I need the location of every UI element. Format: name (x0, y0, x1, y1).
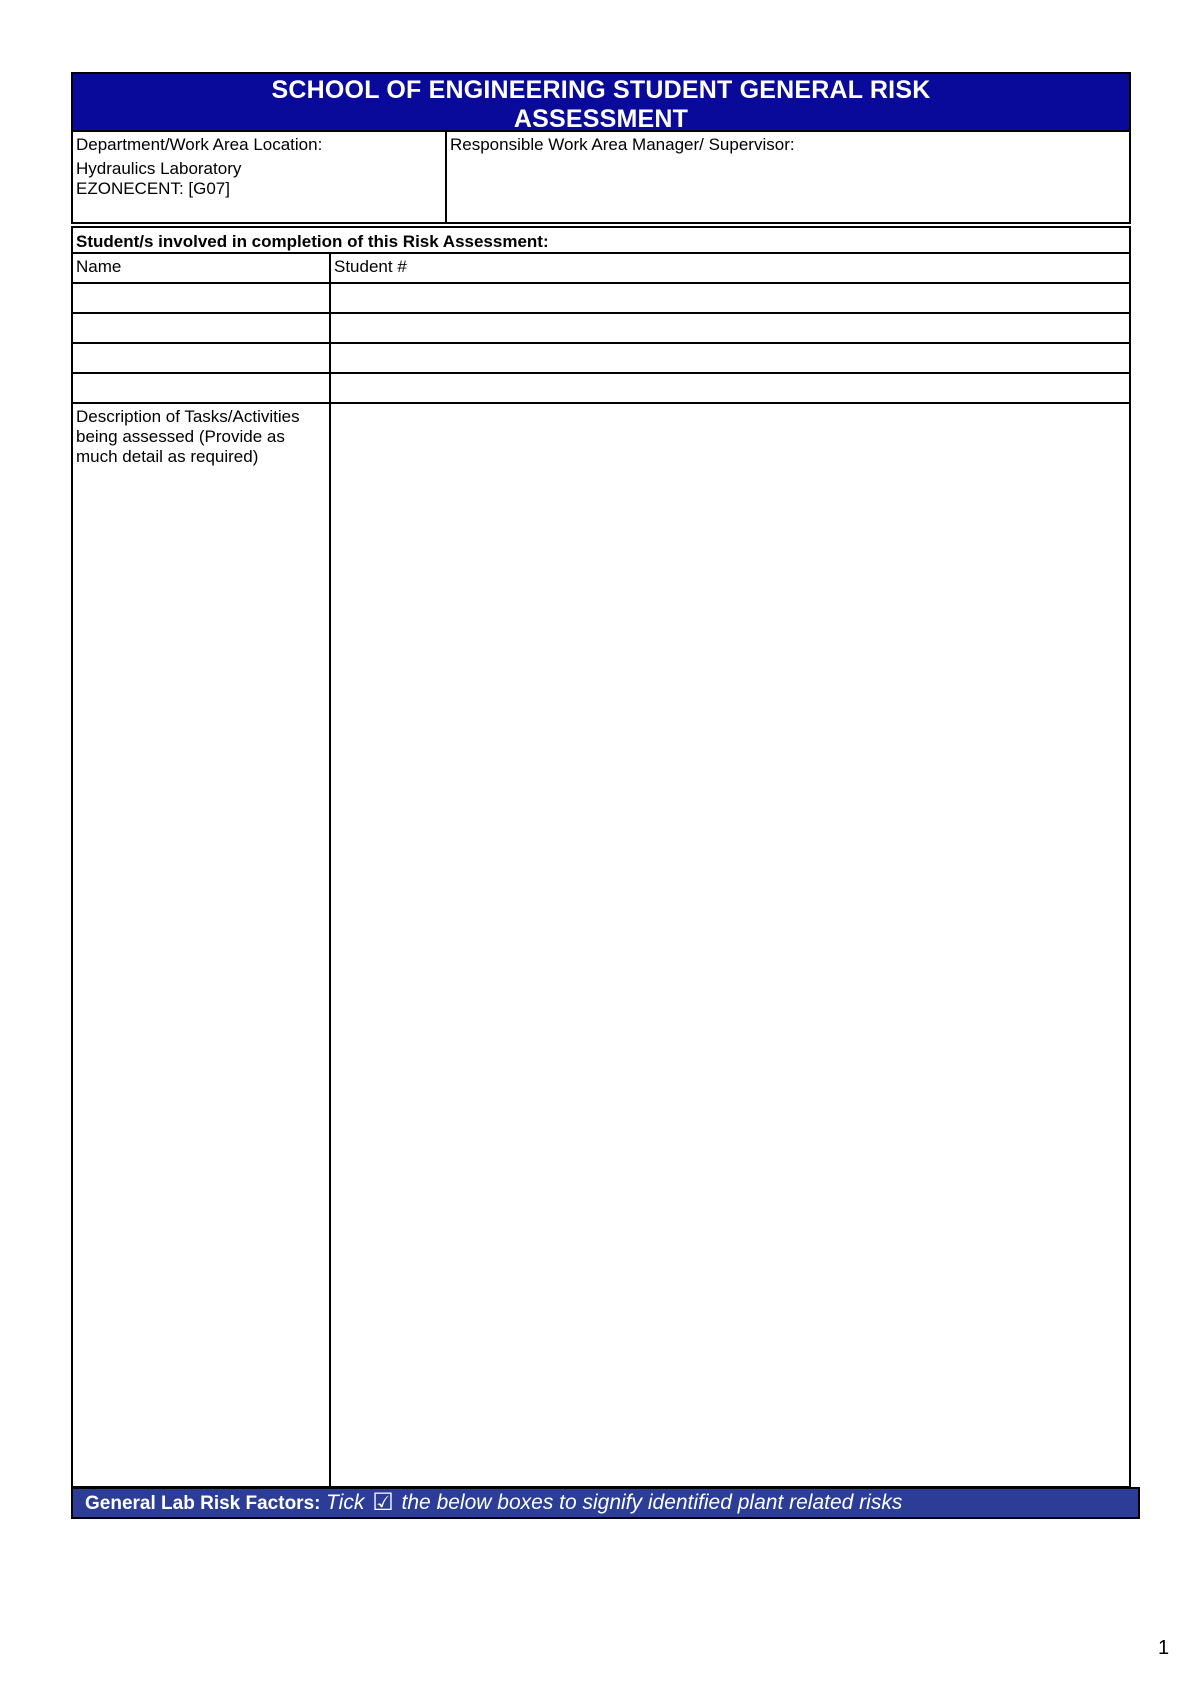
description-label: Description of Tasks/Activities being assessed (Provide as much detail as required) (73, 404, 331, 1486)
department-value-line-1: Hydraulics Laboratory (76, 159, 242, 178)
general-lab-risk-factors-bar (71, 1487, 1140, 1519)
form-title-line-2: ASSESSMENT (513, 105, 689, 133)
student-name-cell[interactable] (73, 374, 331, 402)
department-cell[interactable] (73, 132, 447, 222)
description-row (71, 404, 1131, 1488)
form-title (71, 72, 1131, 132)
department-value-line-2: EZONECENT: [G07] (76, 179, 230, 198)
description-field[interactable] (331, 404, 1129, 1486)
student-number-cell[interactable] (331, 284, 1129, 312)
student-name-cell[interactable] (73, 314, 331, 342)
student-number-cell[interactable] (331, 314, 1129, 342)
supervisor-label: Responsible Work Area Manager/ Supervisor: (450, 135, 795, 154)
students-heading-row (71, 226, 1131, 254)
instruction-before: Tick (326, 1491, 365, 1514)
form-title-line-1: SCHOOL OF ENGINEERING STUDENT GENERAL RISK (271, 76, 931, 104)
students-heading: Student/s involved in completion of this Risk Assessment: (76, 232, 549, 251)
student-number-column-header: Student # (334, 257, 407, 276)
table-row (71, 374, 1131, 404)
supervisor-cell[interactable] (447, 132, 1129, 222)
risk-factors-label: General Lab Risk Factors: (85, 1493, 321, 1514)
name-column-header: Name (73, 254, 331, 282)
department-label: Department/Work Area Location: (76, 135, 323, 154)
checkbox-tick-icon: ☑ (372, 1489, 394, 1516)
page-number: 1 (1158, 1637, 1170, 1659)
students-column-header-row (71, 254, 1131, 284)
student-name-cell[interactable] (73, 344, 331, 372)
student-name-cell[interactable] (73, 284, 331, 312)
instruction-after: the below boxes to signify identified plant related risks (401, 1491, 903, 1514)
table-row (71, 314, 1131, 344)
table-row (71, 344, 1131, 374)
student-number-cell[interactable] (331, 374, 1129, 402)
location-supervisor-row (71, 132, 1131, 224)
risk-factors-instruction (326, 1491, 902, 1514)
student-number-cell[interactable] (331, 344, 1129, 372)
risk-assessment-form (71, 72, 1131, 1488)
table-row (71, 284, 1131, 314)
